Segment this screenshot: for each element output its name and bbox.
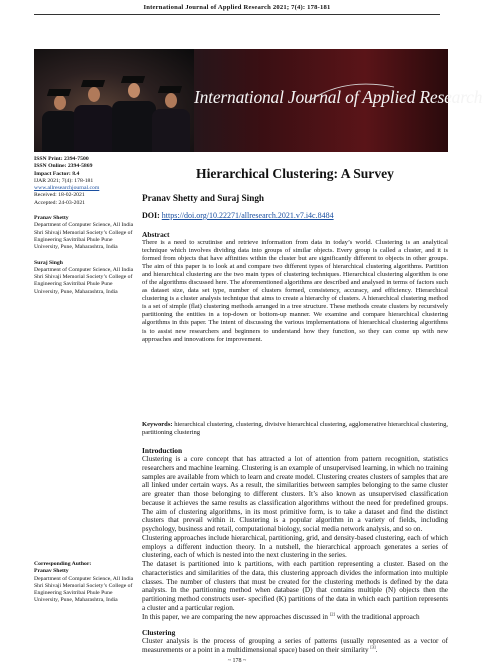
abstract-text: There is a need to scrutinise and retrieve information from data in today’s world. Clustering is an analytical technique which involves dividing data into groups of similar objects. Every group is called a cluster, and it is formed from objects that have affinities within the cluster but are significantly different to objects in other groups. The aim of this paper is to look at and compare two different types of hierarchical clustering algorithms. Partition and hierarchical clustering are the two main types of clustering techniques. Hierarchical clustering algorithm is one of the algorithms discussed here. The aforementioned algorithms are described and analysed in terms of factors such as dataset size, data set type, number of clusters formed, consistency, accuracy, and efficiency. Hierarchical clustering is a cluster analysis technique that aims to create a hierarchy of clusters. A hierarchical clustering method is a set of simple (flat) clustering methods arranged in a tree structure. These methods create clusters by recursively partitioning the entities in a top-down or bottom-up manner. We examine and compare hierarchical clustering algorithms in this paper. The intent of discussing the various implementations of hierarchical clustering algorithms is to assist new researchers and beginners to understand how they function, so they can come up with new approaches and innovations for improvement. xyxy=(142,239,448,343)
author-affiliation: Department of Computer Science, All India Shri Shivaji Memorial Society’s College of Engineering Savitribai Phule Pune University, Pune, Maharashtra, India xyxy=(34,222,134,251)
issn-online: ISSN Online: 2394-5869 xyxy=(34,163,93,170)
journal-website-link[interactable]: www.allresearchjournal.com xyxy=(34,185,100,192)
impact-factor: Impact Factor: 8.4 xyxy=(34,170,80,177)
article-title: Hierarchical Clustering: A Survey xyxy=(196,166,394,181)
author-affiliation: Department of Computer Science, All India Shri Shivaji Memorial Society’s College of Engineering Savitribai Phule Pune University, Pune, Maharashtra, India xyxy=(34,266,134,295)
journal-banner xyxy=(34,49,482,152)
author-block xyxy=(34,260,134,296)
doi-label: DOI: xyxy=(142,211,160,220)
keywords-text: hierarchical clustering, clustering, divisive hierarchical clustering, agglomerative hierarchical clustering, partitioning clustering xyxy=(142,421,448,437)
introduction-paragraph: Clustering approaches include hierarchical, partitioning, grid, and density-based clustering, each of which employs a different induction theory. In a nutshell, the hierarchical approach generates a series of clustering, each of which is nested into the next clustering in the series. xyxy=(142,533,448,560)
keywords-section xyxy=(142,421,448,437)
corresponding-author xyxy=(34,561,134,605)
accepted-date: Accepted: 24-03-2021 xyxy=(34,199,86,206)
corresponding-label: Corresponding Author: xyxy=(34,561,92,567)
introduction-paragraph: The dataset is partitioned into k partitions, with each partition representing a cluster. Based on the characteristics and similarities of the data, this clustering approach divides the information into multiple classes. The number of clusters that must be created for the clustering methods is defined by the data analysts. In the partitioning method when database (D) that contains multiple (N) objects then the partitioning method constructs user- specified (K) partitions of the data in which each partition represents a cluster and a particular region. xyxy=(142,560,448,612)
doi-link[interactable]: https://doi.org/10.22271/allresearch.2021.v7.i4c.8484 xyxy=(161,211,334,220)
header-rule xyxy=(34,14,440,15)
corresponding-affiliation: Department of Computer Science, All India Shri Shivaji Memorial Society’s College of Engineering Savitribai Phule Pune University, Pune, Maharashtra, India xyxy=(34,575,134,604)
abstract-heading: Abstract xyxy=(142,230,170,239)
title-swoosh-icon xyxy=(194,81,454,107)
clustering-heading: Clustering xyxy=(142,628,176,637)
issn-print: ISSN Print: 2394-7500 xyxy=(34,156,89,162)
sidebar xyxy=(34,156,134,604)
introduction-paragraph: Clustering is a core concept that has attracted a lot of attention from pattern recognition, statistics researchers and machine learning. Clustering is an example of unsupervised learning, in which no training samples are available from which to learn and create model. Clustering creates clusters of samples that are all linked under certain ways. As a result, the similarities between samples belonging to the same cluster are greater than those belonging to different clusters. It’s also known as unsupervised classification because it achieves the same results as classification algorithms without the need for predefined groups. The aim of clustering algorithms, in its most primitive form, is to take a dataset and find the distinct clusters that prevail within it. Clustering is a popular algorithm in a variety of fields, including psychology, business and retail, computational biology, social media network analysis, and so on. xyxy=(142,455,448,533)
graduates-photo xyxy=(34,49,194,152)
ijar-citation: IJAR 2021; 7(4): 178-181 xyxy=(34,177,94,184)
author-name: Pranav Shetty xyxy=(34,215,69,222)
citation-ref[interactable]: [2] xyxy=(329,611,335,617)
author-block xyxy=(34,215,134,251)
abstract-section xyxy=(142,230,448,344)
journal-header: International Journal of Applied Research 2021; 7(4): 178-181 xyxy=(143,4,331,11)
page-number: ~ 178 ~ xyxy=(227,658,247,664)
banner-journal-title: International Journal of Applied Research xyxy=(194,87,482,108)
doi-line xyxy=(142,211,334,220)
author-name: Suraj Singh xyxy=(34,259,63,266)
introduction-section xyxy=(142,446,448,621)
introduction-paragraph: In this paper, we are comparing the new approaches discussed in [2] with the traditional approach xyxy=(142,611,420,621)
corresponding-name: Pranav Shetty xyxy=(34,568,69,575)
article-authors: Pranav Shetty and Suraj Singh xyxy=(142,193,265,203)
keywords-label: Keywords: xyxy=(142,421,173,428)
sidebar-meta xyxy=(34,156,134,207)
citation-ref[interactable]: [3] xyxy=(370,644,376,650)
received-date: Received: 18-02-2021 xyxy=(34,192,85,199)
clustering-paragraph: Cluster analysis is the process of grouping a series of patterns (usually represented as a vector of measurements or a point in a multidimensional space) based on their similarity [3]. xyxy=(142,637,448,654)
introduction-heading: Introduction xyxy=(142,446,183,455)
clustering-section xyxy=(142,628,448,655)
